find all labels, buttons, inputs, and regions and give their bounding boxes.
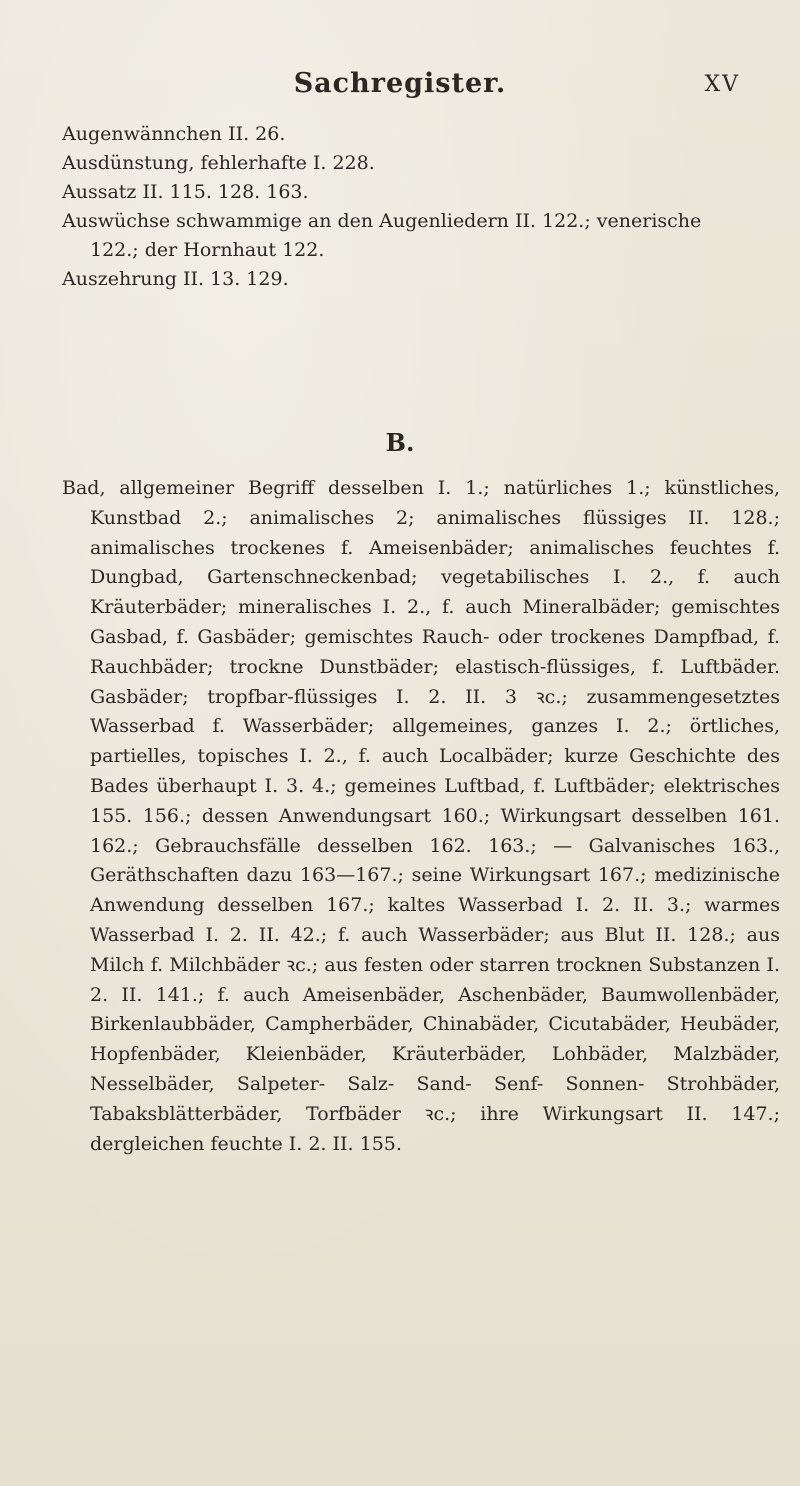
index-entry-bad: Bad, allgemeiner Begriff desselben I. 1.; natürliches 1.; künstliches, Kunstbad 2.; animalisches 2; animalisches flüssiges II. 128.; animalisches trockenes f. Ameisenbäder; animalisches feuchtes f. Dungbad, Gartenschneckenbad; vegetabilisches I. 2., f. auch Kräuterbäder; mineralisches I. 2., f. auch Mineralbäder; gemischtes Gasbad, f. Gasbäder; gemischtes Rauch- oder trockenes Dampfbad, f. Rauchbäder; trockne Dunstbäder; elastisch-flüssiges, f. Luftbäder. Gasbäder; tropfbar-flüssiges I. 2. II. 3 ꝛc.; zusammengesetztes Wasserbad f. Wasserbäder; allgemeines, ganzes I. 2.; örtliches, partielles, topisches I. 2., f. auch Localbäder; kurze Geschichte des Bades überhaupt I. 3. 4.; gemeines Luftbad, f. Luftbäder; elektrisches 155. 156.; dessen Anwendungsart 160.; Wirkungsart desselben 161. 162.; Gebrauchsfälle desselben 162. 163.; — Galvanisches 163., Geräthschaften dazu 163—167.; seine Wirkungsart 167.; medizinische Anwendung desselben 167.; kaltes Wasserbad I. 2. II. 3.; warmes Wasserbad I. 2. II. 42.; f. auch Wasserbäder; aus Blut II. 128.; aus Milch f. Milchbäder ꝛc.; aus festen oder starren trocknen Substanzen I. 2. II. 141.; f. auch Ameisenbäder, Aschenbäder, Baumwollenbäder, Birkenlaubbäder, Campherbäder, Chinabäder, Cicutabäder, Heubäder, Hopfenbäder, Kleienbäder, Kräuterbäder, Lohbäder, Malzbäder, Nesselbäder, Salpeter- Salz- Sand- Senf- Sonnen- Strohbäder, Tabaksblätterbäder, Torfbäder ꝛc.; ihre Wirkungsart II. 147.; dergleichen feuchte I. 2. II. 155. (62, 477, 780, 1155)
index-entry: Aussatz II. 115. 128. 163. (62, 181, 309, 203)
index-entry: Ausdünstung, fehlerhafte I. 228. (62, 152, 375, 174)
index-entries-a (62, 120, 752, 294)
section-letter: B. (385, 428, 415, 457)
index-entry: Auswüchse schwammige an den Augenliedern II. 122.; venerische 122.; der Hornhaut 122. (62, 210, 702, 261)
page-title: Sachregister. (293, 68, 507, 99)
page-number: XV (704, 72, 740, 97)
index-entry: Augenwännchen II. 26. (62, 123, 286, 145)
running-head (0, 68, 800, 108)
index-entry: Auszehrung II. 13. 129. (62, 268, 289, 290)
